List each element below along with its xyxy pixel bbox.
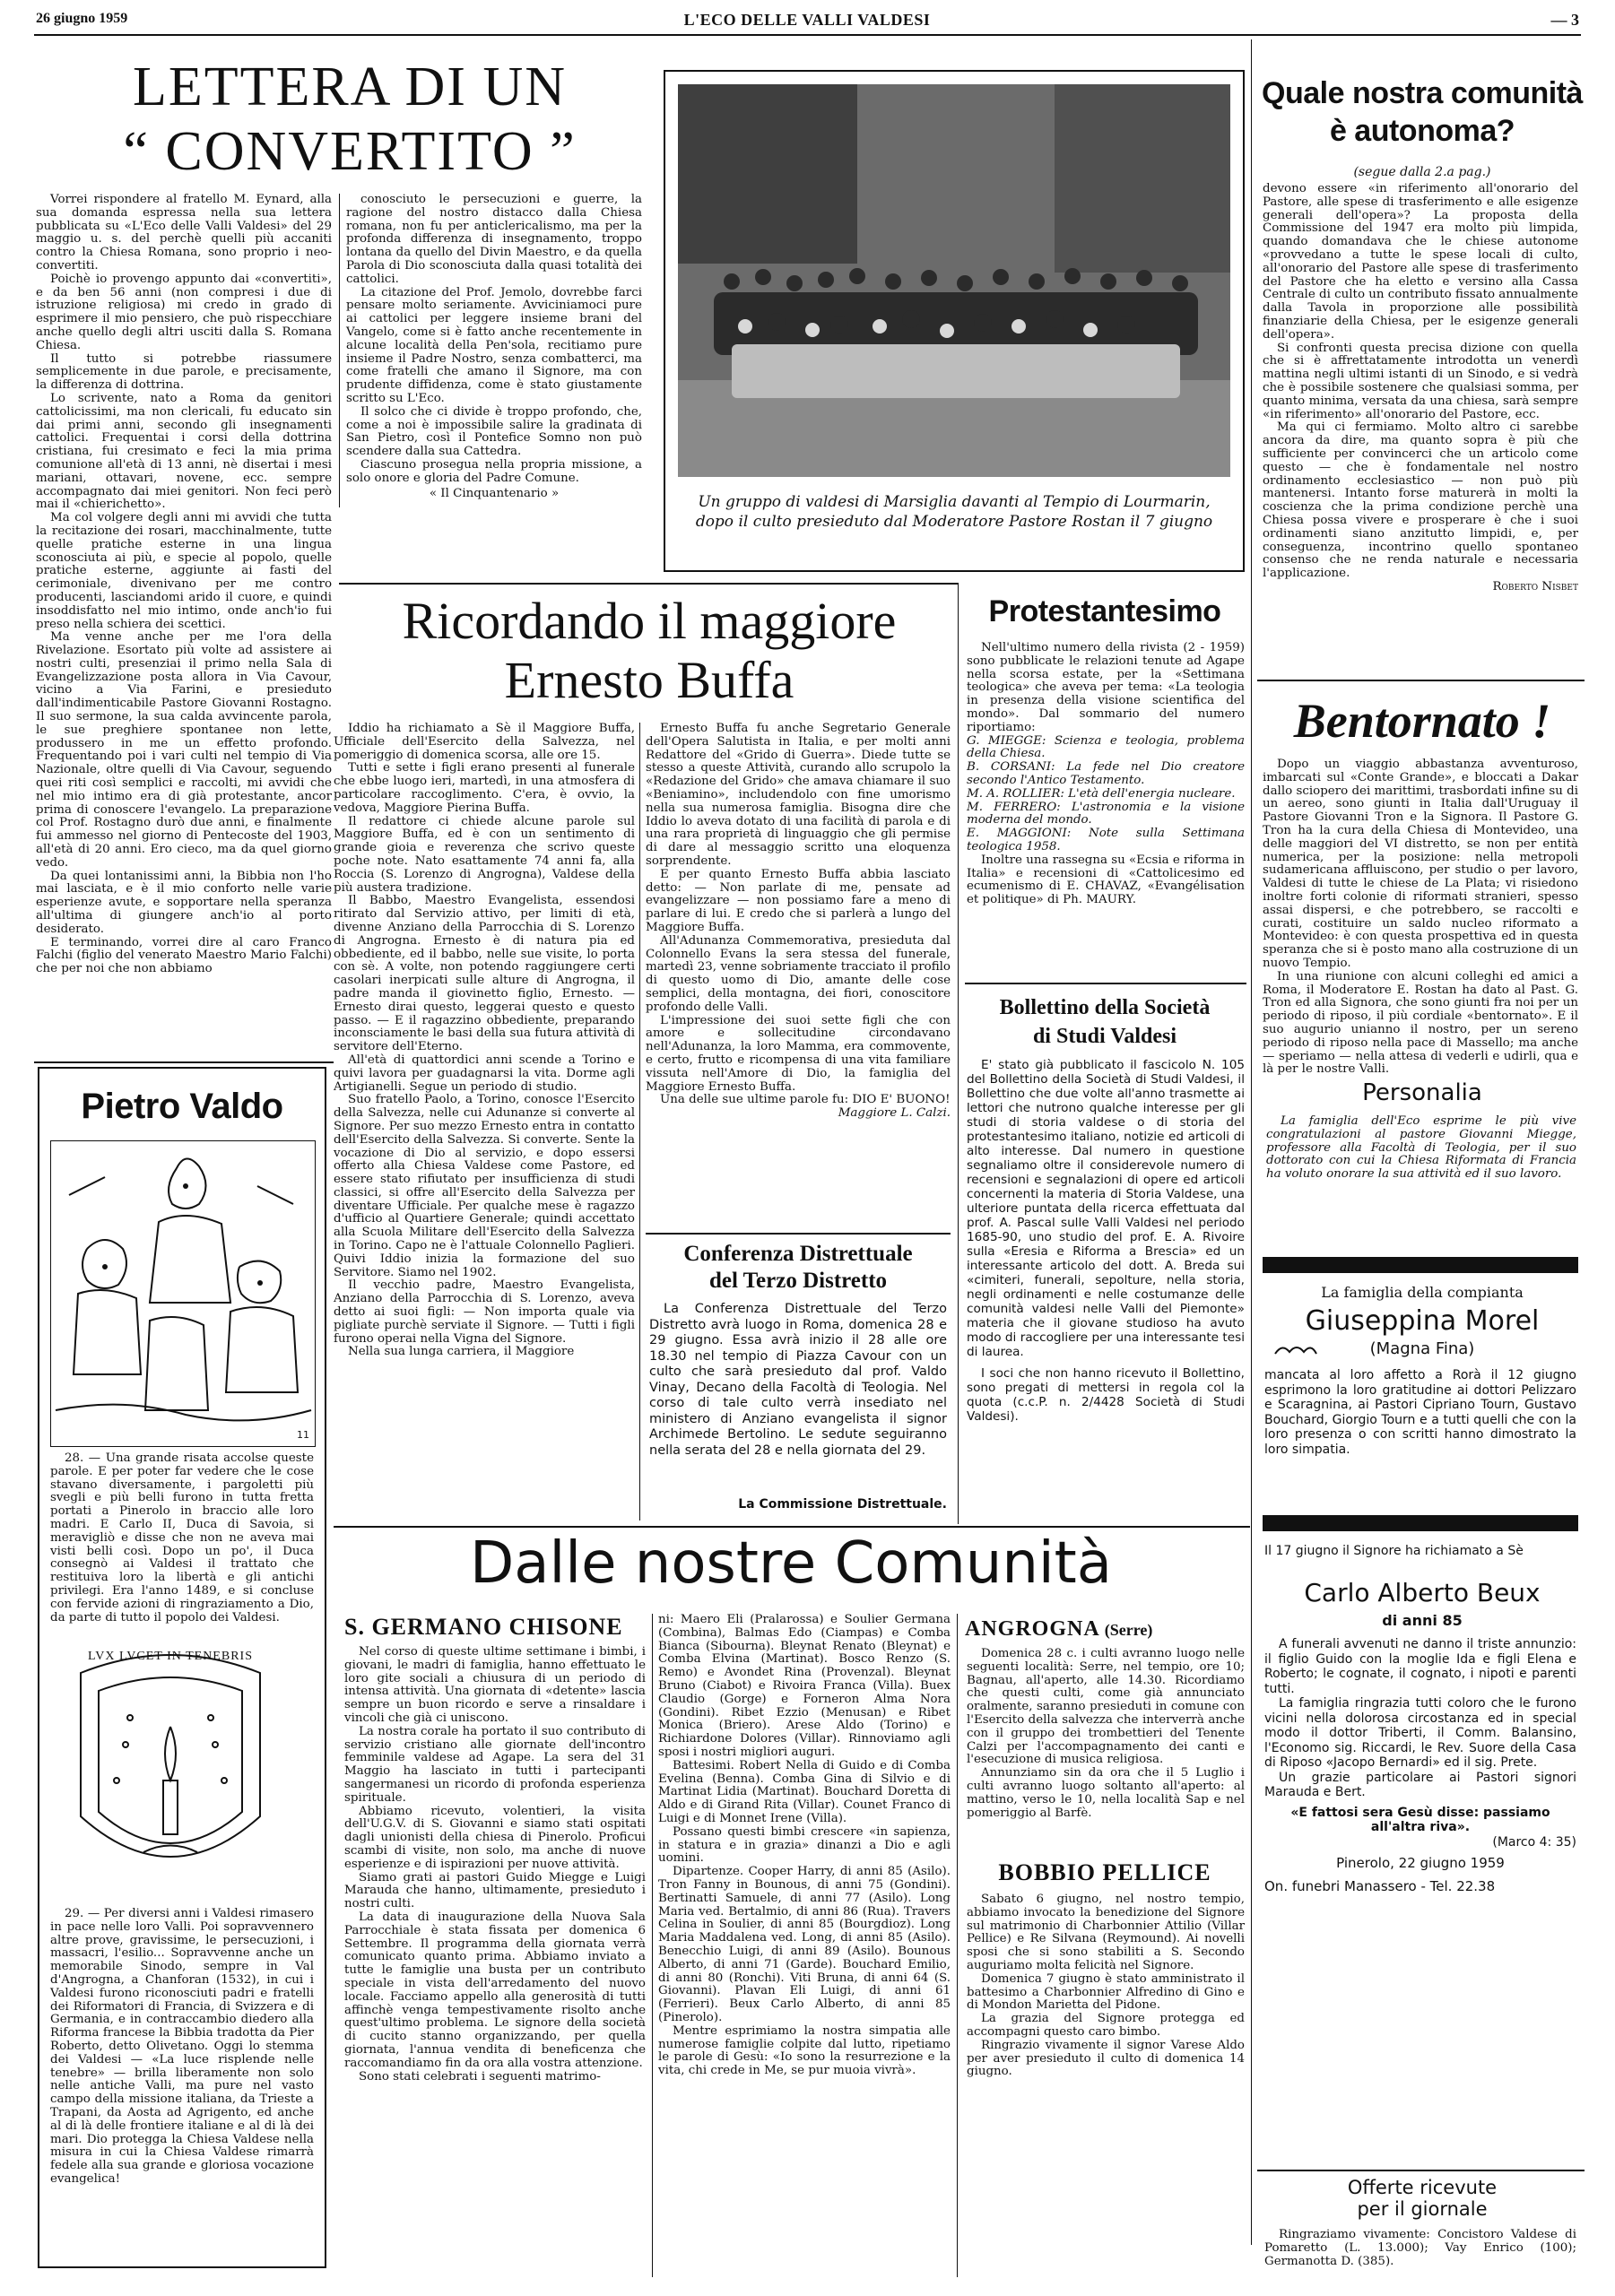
comunita-paragraph: devono essere «in riferimento all'onorario del Pastore, alle spese di trasferimento e alle esigenze generali dell'opera»? La proposta della Commissione del 1947 era molto più limpida, quando domandava che le chiese autonome «provvedano a tutte le spese locali di culto, all'onorario del Pastore alle spese di trasferimento del Pastore che ha eletto e versino alla Cassa Centrale di culto un contributo fissato annualmente dalla Tavola in proporzione alle possibilità finanziarie della Chiesa, per le esigenze generali dell'opera».: [1263, 182, 1578, 342]
buffa-paragraph: Una delle sue ultime parole fu: DIO E' BUONO!: [660, 1093, 951, 1107]
offerte-title-1: Offerte ricevute: [1347, 2177, 1498, 2198]
photo-caption-2: dopo il culto presieduto dal Moderatore Pastore Rostan il 7 giugno: [695, 513, 1213, 531]
buffa-paragraph: Tutti e sette i figli erano presenti al funerale che ebbe luogo ieri, martedì, in una atmosfera di particolare raccoglimento. C'era, è ovvio, la vedova, Maggiore Pierina Buffa.: [334, 761, 635, 815]
lettera-paragraph: Il solco che ci divide è troppo profondo, che, come a noi è impossibile salire la gradinata di San Pietro, così il Pontefice Somno non può scendere dalla sua Cattedra.: [346, 404, 642, 459]
protestantesimo-item: B. CORSANI: La fede nel Dio creatore secondo l'Antico Testamento.: [967, 760, 1245, 787]
comunita-signature: Roberto Nisbet: [1492, 579, 1578, 593]
beux-age: di anni 85: [1382, 1612, 1463, 1629]
beux-paragraph: Un grazie particolare ai Pastori signori Marauda e Bert.: [1264, 1770, 1576, 1799]
lettera-col-1: [36, 194, 332, 976]
angrogna-title: ANGROGNA: [965, 1617, 1100, 1641]
bobbio-paragraph: Ringrazio vivamente il signor Varese Aldo per aver presieduto il culto di domenica 14 giugno.: [967, 2038, 1245, 2079]
beux-place-date: Pinerolo, 22 giugno 1959: [1336, 1855, 1505, 1871]
germano-paragraph: ni: Maero Eli (Pralarossa) e Soulier Germana (Combina), Balmas Edo (Ciampas) e Comba Bianca (Sibourna). Bleynat Renato (Bleynat) e Comba Elvina (Martinat). Bosco Renzo (S. Remo) e Avondet Rina (Provenzal). Bleynat Bruno (Ciabot) e Rivoira Franca (Villa). Buex Claudio (Gorge) e Forneron Alma Nora (Gondini). Ribet Ezzio (Menusan) e Ribet Monica (Briero). Arese Aldo (Torino) e Richiardone Dolores (Villar). Rinnoviamo agli sposi i nostri migliori auguri.: [658, 1613, 951, 1759]
protestantesimo-item: E. MAGGIONI: Note sulla Settimana teologica 1958.: [967, 827, 1245, 853]
lettera-paragraph: La citazione del Prof. Jemolo, dovrebbe farci pensare molto seriamente. Avviciniamoci pure ai cattolici per leggere insieme brani del Vangelo, come si è fatto anche recentemente in alcune località della Pen'sola, recitiamo pure insieme il Padre Nostro, senza combatterci, ma come fratelli che amano il Signore, ma con prudente diffidenza, come è stato giustamente scritto su L'Eco.: [346, 285, 642, 405]
buffa-signature: Maggiore L. Calzi.: [838, 1106, 951, 1121]
angrogna-heading: [965, 1617, 1246, 1642]
buffa-paragraph: Iddio ha richiamato a Sè il Maggiore Buffa, Ufficiale dell'Esercito della Salvezza, nel pomeriggio di domenica scorsa, alle ore 15.: [334, 722, 635, 762]
bobbio-paragraph: Domenica 7 giugno è stato amministrato il battesimo a Charbonnier Alfredino di Gino e di Mondon Marietta del Pidone.: [967, 1971, 1245, 2013]
protestantesimo-item: G. MIEGGE: Scienza e teologia, problema della Chiesa.: [967, 733, 1245, 761]
lettera-signature: « Il Cinquantenario »: [429, 486, 560, 500]
morel-name: Giuseppina Morel: [1305, 1305, 1540, 1337]
angrogna-paragraph: Domenica 28 c. i culti avranno luogo nelle seguenti località: Serre, nel tempio, ore 10; Bagnau, all'aperto, alle 14.30. Ricordiamo che questi culti, come già annunciato oralmente, saranno presieduti in comune con l'Esercito della salvezza che interverrà anche con il gruppo dei trombettieri del Tenente Calzi per l'accompagnamento dei canti e l'esecuzione di musica religiosa.: [967, 1647, 1245, 1767]
protestantesimo-body: [967, 642, 1245, 907]
bentornato-body: [1263, 758, 1578, 1077]
conferenza-body: La Conferenza Distrettuale del Terzo Distretto avrà luogo in Roma, domenica 28 e 29 giugno. Essa avrà inizio il 28 alle ore 18.30 nel tempio di Piazza Cavour con un culto che sarà presieduto dal prof. Valdo Vinay, Decano della Facoltà di Teologia. Nel corso di tale culto verrà insediato nel ministero di Anziano evangelista il signor Archimede Bertolino. Le sedute seguiranno nella serata del 28 e nella giornata del 29.: [649, 1302, 947, 1458]
buffa-title-2: Ernesto Buffa: [504, 651, 794, 709]
germano-paragraph: Possano questi bimbi crescere «in sapienza, in statura e in grazia» dinanzi a Dio e agli uomini.: [658, 1824, 951, 1866]
lettera-col-2: [346, 194, 642, 500]
protestantesimo-paragraph: Nell'ultimo numero della rivista (2 - 1959) sono pubblicate le relazioni tenute ad Agape nella scorsa estate, per la «Settimana teologica» che aveva per tema: «La teologia in presenza della visione scientifica del mondo». Dal sommario del numero riportiamo:: [967, 641, 1245, 734]
germano-paragraph: La data di inaugurazione della Nuova Sala Parrocchiale è stata fissata per domenica 6 Settembre. Il programma della giornata verrà comunicato quanto prima. Abbiamo inviato a tutte le famiglie una busta per un contributo speciale in vista dell'arredamento del nuovo locale. Facciamo appello alla generosità di tutti affinchè venga tempestivamente risolto anche quest'ultimo problema. Le signore della società di cucito stanno organizzando, per quella giornata, l'annua vendita di beneficenza che raccomandiamo fin da ora alla vostra attenzione.: [344, 1910, 646, 2070]
pietro-valdo-28: 28. — Una grande risata accolse queste parole. E per poter far vedere che le cose stavano diversamente, i pargoletti più svegli e più belli furono in tutta fretta portati a Pinerolo in braccio alle loro madri. E Carlo II, Duca di Savoia, si meravigliò e disse che non ne aveva mai visti belli così. Dopo un po', il Duca consegnò ai Valdesi il trattato che restituiva loro la libertà e gli antichi privilegi. Era l'anno 1489, e si concluse con fervide azioni di ringraziamento a Dio, da parte di tutto il popolo dei Valdesi.: [50, 1451, 314, 1625]
germano-paragraph: Battesimi. Robert Nella di Guido e di Comba Evelina (Benna). Comba Gina di Silvio e di Martinat Lidia (Martinat). Bouchard Doretta di Aldo e di Girand Rita (Villar). Counet Franco di Luigi e di Monnet Irene (Villa).: [658, 1758, 951, 1825]
lettera-paragraph: conosciuto le persecuzioni e guerre, la ragione del nostro distacco dalla Chiesa romana, non fu per anticlericalismo, ma per la profonda differenza di insegnamento, troppo lontana da quello del Divin Maestro, e da quella Parola di Dio sconosciuta dalla quasi totalità dei cattolici.: [346, 193, 642, 286]
buffa-paragraph: Il Babbo, Maestro Evangelista, essendosi ritirato dal Servizio attivo, per limiti di età, divenne Anziano della Parrocchia di S. Lorenzo di Angrogna. Ernesto è di natura pia ed obbediente, ed il babbo, nelle sue visite, lo porta con sè. A volte, non potendo raggiungere certi casolari inerpicati sulle alture di Angrogna, il padre manda il giovinetto figlio, Ernesto. — Ernesto dirai questo, leggerai questo e questo passo. — E il ragazzino obbediente, preparando inconsciamente le basi della sua futura attività di servitore dell'Eterno.: [334, 894, 635, 1054]
lettera-paragraph: Da quei lontanissimi anni, la Bibbia non l'ho mai lasciata, e è il mio conforto nelle varie esperienze avute, e sopportare nella speranza all'ultima di giungere anch'io al porto desiderato.: [36, 869, 332, 936]
germano-paragraph: Abbiamo ricevuto, volentieri, la visita dell'U.G.V. di S. Giovanni e siamo stati ospitati dagli unionisti della chiesa di Pinerolo. Proficui scambi di visite, non solo, ma anche di nuove esperienze e di ispirazioni per nuove attività.: [344, 1804, 646, 1871]
bollettino-paragraph: I soci che non hanno ricevuto il Bollettino, sono pregati di mettersi in regola col la quota (c.c.P. n. 2/4428 Società di Studi Valdesi).: [967, 1366, 1245, 1424]
lettera-paragraph: Il tutto si potrebbe riassumere semplicemente in due parole, e precisamente, la differenza di dottrina.: [36, 351, 332, 393]
photo-frame: [664, 70, 1245, 572]
germano-paragraph: Dipartenze. Cooper Harry, di anni 85 (Asilo). Tron Fanny in Bounous, di anni 75 (Gondini). Bertinatti Samuele, di anni 77 (Asilo). Long Maria ved. Bertalmio, di anni 86 (Rua). Travers Celina in Soulier, di anni 85 (Bourgdioz). Long Maria Maddalena ved. Long, di anni 85 (Asilo). Benecchio Luigi, di anni 89 (Asilo). Bounous Alberto, di anni 71 (Garde). Bouchard Emilio, di anni 80 (Ronchi). Viti Bruna, di anni 64 (S. Giovanni). Plavan Eli Luigi, di anni 61 (Ferrieri). Beux Carlo Alberto, di anni 85 (Pinerolo).: [658, 1865, 951, 2024]
comunita-title-1: Quale nostra comunità: [1262, 76, 1583, 110]
germano-paragraph: La nostra corale ha portato il suo contributo di servizio cristiano alle giornate dell'incontro femminile valdese ad Agape. La sera del 31 Maggio ha lasciato in tutti i partecipanti sangermanesi un ricordo di profonda esperienza spirituale.: [344, 1724, 646, 1805]
comunita-continued: (segue dalla 2.a pag.): [1353, 165, 1491, 179]
photo-caption-1: Un gruppo di valdesi di Marsiglia davanti al Tempio di Lourmarin,: [698, 493, 1211, 511]
buffa-col-2: [646, 723, 951, 1121]
germano-col-1: [344, 1646, 646, 2084]
buffa-paragraph: Suo fratello Paolo, a Torino, conosce l'Esercito della Salvezza, nelle cui Adunanze si converte al Signore. Per suo mezzo Ernesto entra in contatto dell'Esercito della Salvezza. Si converte. Sente la vocazione di Dio al servizio, e dopo essersi offerto alla Chiesa Valdese come Pastore, ed essere stato rifiutato per insufficienza di studi classici, si offre all'Esercito della Salvezza per diventare Ufficiale. Per qualche mese è ragazzo d'ufficio al Quartiere Generale; quindi accettato alla Scuola Militare dell'Esercito della Salvezza in Torino. Capo ne è l'attuale Colonnello Paglieri. Quivi Iddio inizia la formazione del suo Servitore. Siamo nel 1902.: [334, 1093, 635, 1279]
lettera-paragraph: Lo scrivente, nato a Roma da genitori cattolicissimi, ma non clericali, fu educato sin dai primi anni, secondo gli insegnamenti cattolici. Frequentai i corsi della dottrina cristiana, fui cresimato e feci la mia prima comunione all'età di 13 anni, nè disertai i mesi mariani, ottavari, novene, ecc. sempre accompagnato dai miei genitori. Non feci però mai il «chierichetto».: [36, 391, 332, 512]
beux-quote: «E fattosi sera Gesù disse: passiamo all'altra riva».: [1290, 1805, 1550, 1834]
comunita-body: [1263, 183, 1578, 594]
beux-name: Carlo Alberto Beux: [1304, 1578, 1541, 1607]
buffa-title-1: Ricordando il maggiore: [402, 592, 897, 650]
bobbio-title: BOBBIO PELLICE: [998, 1859, 1211, 1885]
germano-col-2: [658, 1614, 951, 2078]
lettera-paragraph: Ma venne anche per me l'ora della Rivelazione. Esortato più volte ad assistere ai nostri culti, presenziai il primo nella Sala di Evangelizzazione posta allora in Via Cavour, vicino a Via Farini, e presieduto dall'indimenticabile Pastore Giovanni Rostagno. Il suo sermone, la sua calda avvincente parola, le sue preghiere spontanee non lette, produssero in me un effetto profondo. Frequentando poi i vari culti nel tempio di Via Nazionale, oltre quelli di Via Cavour, seguendo quei riti così semplici e raccolti, mi avvidi che nel mio intimo era di già protestante, ancor prima di conoscere l'evangelo. La preparazione col Prof. Rostagno durò due anni, e finalmente fui ammesso nel giorno di Pentecoste del 1903, all'età di 20 anni. Ero cieco, ma da quel giorno vedo.: [36, 630, 332, 870]
dalle-title: Dalle nostre Comunità: [470, 1530, 1112, 1597]
lettera-paragraph: Vorrei rispondere al fratello M. Eynard, alla sua domanda espressa nella sua lettera pubblicata su «L'Eco delle Valli Valdesi» del 29 maggio u. s. del perchè quelli più accaniti contro la Chiesa Romana, sono proprio i neo-convertiti.: [36, 193, 332, 273]
buffa-paragraph: E per quanto Ernesto Buffa abbia lasciato detto: — Non parlate di me, pensate ad evangelizzare — non possiamo fare a meno di parlare di lui. E credo che si parlerà a lungo del Maggiore Buffa.: [646, 867, 951, 934]
bollettino-paragraph: E' stato già pubblicato il fascicolo N. 105 del Bollettino della Società di Studi Valdesi, il Bollettino che due volte all'anno trasmette ai lettori che nutrono qualche interesse per gli studi di storia valdese o di storia del protestantesimo italiano, notizie ed articoli di alto interesse. Dal numero in questione segnaliamo oltre il considerevole numero di recensioni e segnalazioni di opere ed articoli concernenti la materia di Storia Valdese, una ulteriore puntata della ricerca effettuata dal prof. A. Pascal sulle Valli Valdesi nel periodo 1685-90, uno studio del prof. E. A. Rivoire sulla «Eresia e Riforma a Brescia» ed un interessante articolo del dott. A. Breda sui «cimiteri, funerali, sepolture, nella storia, negli ordinamenti e nelle costumanze delle comunità valdesi nelle Valli del Piemonte» materia che il giovane studioso ha avuto modo di raccogliere per una interessante tesi di laurea.: [967, 1058, 1245, 1359]
buffa-paragraph: L'impressione dei suoi sette figli che con amore e sollecitudine circondavano nell'Adunanza, la loro Mamma, era commovente, e certo, frutto e ricompensa di una vita familiare vissuta nell'Amore di Dio, la famiglia del Maggiore Ernesto Buffa.: [646, 1013, 951, 1094]
angrogna-paragraph: Annunziamo sin da ora che il 5 Luglio i culti avranno luogo soltanto all'aperto: al mattino, verso le 10, nella località Sap e nel pomeriggio al Barfè.: [967, 1766, 1245, 1820]
page-number: — 3: [1550, 11, 1579, 29]
buffa-paragraph: All'età di quattordici anni scende a Torino e quivi lavora per guadagnarsi la vita. Dorme agli Artigianelli. Segue un periodo di studio.: [334, 1053, 635, 1094]
bobbio-paragraph: Sabato 6 giugno, nel nostro tempio, abbiamo invocato la benedizione del Signore sul matrimonio di Charbonnier Attilio (Villar Pellice) e Re Silvana (Reymound). Ai novelli sposi che si sono stabiliti a S. Secondo auguriamo molta felicità nel Signore.: [967, 1893, 1245, 1972]
bentornato-paragraph: Dopo un viaggio abbastanza avventuroso, imbarcati sul «Conte Grande», e bloccati a Dakar dallo sciopero dei marittimi, trasbordati infine su di un aereo, sono giunti in Italia dall'Uruguay il Pastore Giovanni Tron e la Signora. Il Pastore G. Tron ha la cura della Chiesa di Montevideo, una delle maggiori del VI distretto, se non per entità numerica, per la posizione: nella metropoli sudamericana affluiscono, per studio o per lavoro, Valdesi di tutte le chiese de La Plata; vi risiedono inoltre forti colonie di riformati stranieri, spesso assai dispersi, e che potrebbero, se raccolti e curati, costituire un saldo nucleo riformato a Montevideo: è con questa prospettiva ed in questa speranza che si è posto mano alla costruzione di un nuovo Tempio.: [1263, 758, 1578, 970]
protestantesimo-item: M. A. ROLLIER: L'età dell'energia nucleare.: [967, 786, 1236, 801]
comunita-paragraph: Si confronti questa precisa dizione con quella che si è affrettatamente introdotta un venerdì mattina negli ultimi istanti di un Sinodo, e si vedrà che è possibile sostenere che qualsiasi somma, per quanto minima, versata da una chiesa, sarà sempre «in riferimento» all'onorario del Pastore, ecc.: [1263, 341, 1578, 421]
masthead-title: L'ECO DELLE VALLI VALDESI: [683, 11, 931, 29]
germano-paragraph: Siamo grati ai pastori Guido Miegge e Luigi Marauda che hanno, ultimamente, presieduto i nostri culti.: [344, 1870, 646, 1911]
morel-intro: La famiglia della compianta: [1321, 1284, 1524, 1301]
emblem-motto: LVX LVCET IN TENEBRIS: [88, 1650, 253, 1663]
lettera-title-2: “ CONVERTITO ”: [123, 121, 577, 182]
personalia-body: La famiglia dell'Eco esprime le più vive congratulazioni al pastore Giovanni Miegge, professore alla Facoltà di Teologia, per il suo dottorato con cui la Chiesa Riformata di Francia ha voluto onorare la sua attività ed il suo lavoro.: [1266, 1114, 1576, 1182]
comunita-paragraph: Ma qui ci fermiamo. Molto altro ci sarebbe ancora da dire, ma quanto sopra è più che sufficiente per convincerci che un articolo come questo — che è fondamentale nel nostro ordinamento ecclesiastico — non può più mantenersi. Intanto forse maturerà in molti la coscienza che la prima condizione perchè una Chiesa possa vivere e prosperare è che i suoi ordinamenti siano anzitutto limpidi, e, per conseguenza, incontrino quello spontaneo consenso che ne renda naturale e necessaria l'applicazione.: [1263, 420, 1578, 581]
protestantesimo-title: Protestantesimo: [988, 594, 1221, 628]
buffa-paragraph: Il vecchio padre, Maestro Evangelista, Anziano della Parrocchia di S. Lorenzo, aveva detto ai suoi figli: — Non importa quale via pigliate purchè serviate il Signore. — Tutti i figli furono operai nella Vigna del Signore.: [334, 1278, 635, 1346]
beux-body: [1264, 1637, 1576, 1894]
comunita-title-2: è autonoma?: [1329, 114, 1515, 148]
lettera-paragraph: Ciascuno prosegua nella propria missione, a solo onore e gloria del Padre Comune.: [346, 457, 642, 485]
beux-quote-ref: (Marco 4: 35): [1492, 1834, 1576, 1850]
beux-intro: Il 17 giugno il Signore ha richiamato a Sè: [1264, 1544, 1524, 1558]
offerte-title-2: per il giornale: [1357, 2198, 1488, 2220]
buffa-paragraph: Nella sua lunga carriera, il Maggiore: [348, 1345, 575, 1359]
valdese-emblem: [63, 1637, 278, 1897]
lettera-paragraph: E terminando, vorrei dire al caro Franco Falchi (figlio del venerato Maestro Mario Falchi) che per noi che non abbiamo: [36, 935, 332, 976]
personalia-title: Personalia: [1362, 1079, 1482, 1106]
germano-paragraph: Mentre esprimiamo la nostra simpatia alle numerose famiglie colpite dal lutto, ripetiamo le parole di Gesù: «Io sono la resurrezione e la vita, chi crede in Me, se pur muoia vivrà».: [658, 2023, 951, 2078]
beux-paragraph: A funerali avvenuti ne danno il triste annunzio: il figlio Guido con la moglie Ida e figli Elena e Roberto; le cognate, il cognato, i nipoti e parenti tutti.: [1264, 1637, 1576, 1696]
bollettino-title-2: di Studi Valdesi: [1032, 1025, 1177, 1048]
buffa-paragraph: Il redattore ci chiede alcune parole sul Maggiore Buffa, ed è con un sentimento di grande gioia e reverenza che scrivo queste poche note. Nato esattamente 74 anni fa, alla Roccia (S. Lorenzo di Angrogna), Valdese della più austera tradizione.: [334, 814, 635, 895]
bentornato-paragraph: In una riunione con alcuni colleghi ed amici a Roma, il Moderatore E. Rostan ha dato al Past. G. Tron ed alla Signora, che sono giunti fra noi per un periodo di riposo, il più cordiale «bentornato». E il suo augurio unianno il nostro, per un sereno periodo di riposo nella pace di Massello; ma anche — speriamo — nella attesa di vederli e udirli, qua e là per le nostre Valli.: [1263, 969, 1578, 1077]
protestantesimo-paragraph: Inoltre una rassegna su «Ecsia e riforma in Italia» e recensioni di «Cattolicesimo ed ecumenismo di E. CHAVAZ, «Evangélisation et politique» di Ph. MAURY.: [967, 853, 1245, 907]
offerte-body: Ringraziamo vivamente: Concistoro Valdese di Pomaretto (L. 13.000); Vay Enrico (100); Germanotta D. (385).: [1264, 2228, 1576, 2268]
germano-paragraph: Nel corso di queste ultime settimane i bimbi, i giovani, le madri di famiglia, hanno effettuato le loro gite sociali a chiusura di un periodo di intensa attività. Una giornata di «detente» lascia sempre un buon ricordo e serve a rinsaldare i vincoli che già ci uniscono.: [344, 1645, 646, 1725]
pietro-valdo-29: 29. — Per diversi anni i Valdesi rimasero in pace nelle loro Valli. Poi sopravvennero altre prove, gravissime, le persecuzioni, i massacri, l'esilio... Sopravvenne anche un memorabile Sinodo, sempre in Val d'Angrogna, a Chanforan (1532), in cui i Valdesi furono riconosciuti padri e fratelli dei Riformatori di Francia, di Svizzera e di Germania, e in contraccambio diedero alla Riforma francese la Bibbia tradotta da Pier Roberto, detto Olivetano. Oggi lo stemma dei Valdesi — «La luce risplende nelle tenebre» — brilla liberamente non solo nelle antiche Valli, ma pure nel vasto campo della missione italiana, da Trieste a Trapani, da Aosta ad Agrigento, ed anche al di là delle frontiere italiane e al di là dei mari. Dio protegga la Chiesa Valdese nella misura in cui la Chiesa Valdese rimarrà fedele alla sua grande e gloriosa vocazione evangelica!: [50, 1907, 314, 2186]
beux-paragraph: La famiglia ringrazia tutti coloro che le furono vicini nella dolorosa circostanza ed in special modo il dottor Triberti, il Comm. Balansino, l'Economo sig. Riccardi, le Rev. Suore della Casa di Riposo «Jacopo Bernardi» ed il sig. Prete.: [1264, 1696, 1576, 1770]
buffa-paragraph: Ernesto Buffa fu anche Segretario Generale dell'Opera Salutista in Italia, e per molti anni Redattore del «Grido di Guerra». Diede tutte se stesso a queste Attività, curando allo scrupolo la «Redazione del Grido» che amava chiamare il suo «Beniamino», includendolo con fine umorismo nella sua numerosa famiglia. Bisogna dire che Iddio lo aveva dotato di una facilità di parola e di una rara proprietà di linguaggio che gli permise di dare al messaggio scritto una eloquenza sorprendente.: [646, 722, 951, 868]
lettera-title-1: LETTERA DI UN: [132, 56, 568, 117]
conferenza-title-1: Conferenza Distrettuale: [683, 1242, 913, 1266]
bobbio-body: [967, 1893, 1245, 2079]
protestantesimo-item: M. FERRERO: L'astronomia e la visione moderna del mondo.: [967, 800, 1245, 827]
germano-title: S. GERMANO CHISONE: [344, 1614, 623, 1640]
angrogna-body: [967, 1648, 1245, 1820]
lettera-paragraph: Ma col volgere degli anni mi avvidi che tutta la recitazione dei rosari, macchinalmente, tutte quelle pratiche esterne in una lingua sconosciuta ai più, e specie al popolo, quelle pratiche esterne, aggiunte ai fasti del cerimoniale, divenivano per me contro producenti, lasciandomi arido il cuore, e quindi insoddisfatto nel mio intimo, onde anch'io fui preso nella schiera dei scettici.: [36, 511, 332, 631]
obituary-bar: [1263, 1515, 1578, 1531]
comic-panel-number: 11: [297, 1429, 309, 1441]
germano-paragraph: Sono stati celebrati i seguenti matrimo-: [359, 2069, 601, 2084]
bentornato-title: Bentornato !: [1293, 694, 1551, 748]
bobbio-paragraph: La grazia del Signore protegga ed accompagni questo caro bimbo.: [967, 2012, 1245, 2039]
pietro-valdo-title: Pietro Valdo: [81, 1087, 283, 1126]
group-photo: [678, 84, 1230, 477]
conferenza-title-2: del Terzo Distretto: [708, 1269, 888, 1293]
conferenza-signature: La Commissione Distrettuale.: [738, 1497, 947, 1512]
comic-illustration: [50, 1140, 316, 1447]
morel-body: mancata al loro affetto a Rorà il 12 giugno esprimono la loro gratitudine ai dottori Pelizzaro e Scaragnina, ai Pastori Cipriano Tourn, Gustavo Bouchard, Giorgio Tourn e a tutti quelli che con la loro presenza o con scritti hanno dimostrato la loro simpatia.: [1264, 1368, 1576, 1457]
beux-onoranze: On. funebri Manassero - Tel. 22.38: [1264, 1878, 1496, 1894]
bollettino-title-1: Bollettino della Società: [999, 996, 1211, 1019]
morel-sub: (Magna Fina): [1369, 1339, 1475, 1358]
issue-date: 26 giugno 1959: [36, 11, 128, 26]
buffa-col-1: [334, 723, 635, 1359]
bollettino-body: [967, 1058, 1245, 1424]
lettera-paragraph: Poichè io provengo appunto dai «convertiti», e da ben 56 anni (non compresi i due di istruzione religiosa) mi credo in grado di esprimere il mio pensiero, che può rispecchiare anche quello degli altri usciti dalla S. Romana Chiesa.: [36, 272, 332, 352]
buffa-paragraph: All'Adunanza Commemorativa, presieduta dal Colonnello Evans la sera stessa del funerale, martedì 23, venne sobriamente tracciato il profilo di questo uomo di Dio, amante delle cose semplici, della montagna, dei fiori, conoscitore profondo delle Valli.: [646, 933, 951, 1014]
obituary-bar: [1263, 1257, 1578, 1273]
angrogna-sub: (Serre): [1104, 1621, 1153, 1639]
